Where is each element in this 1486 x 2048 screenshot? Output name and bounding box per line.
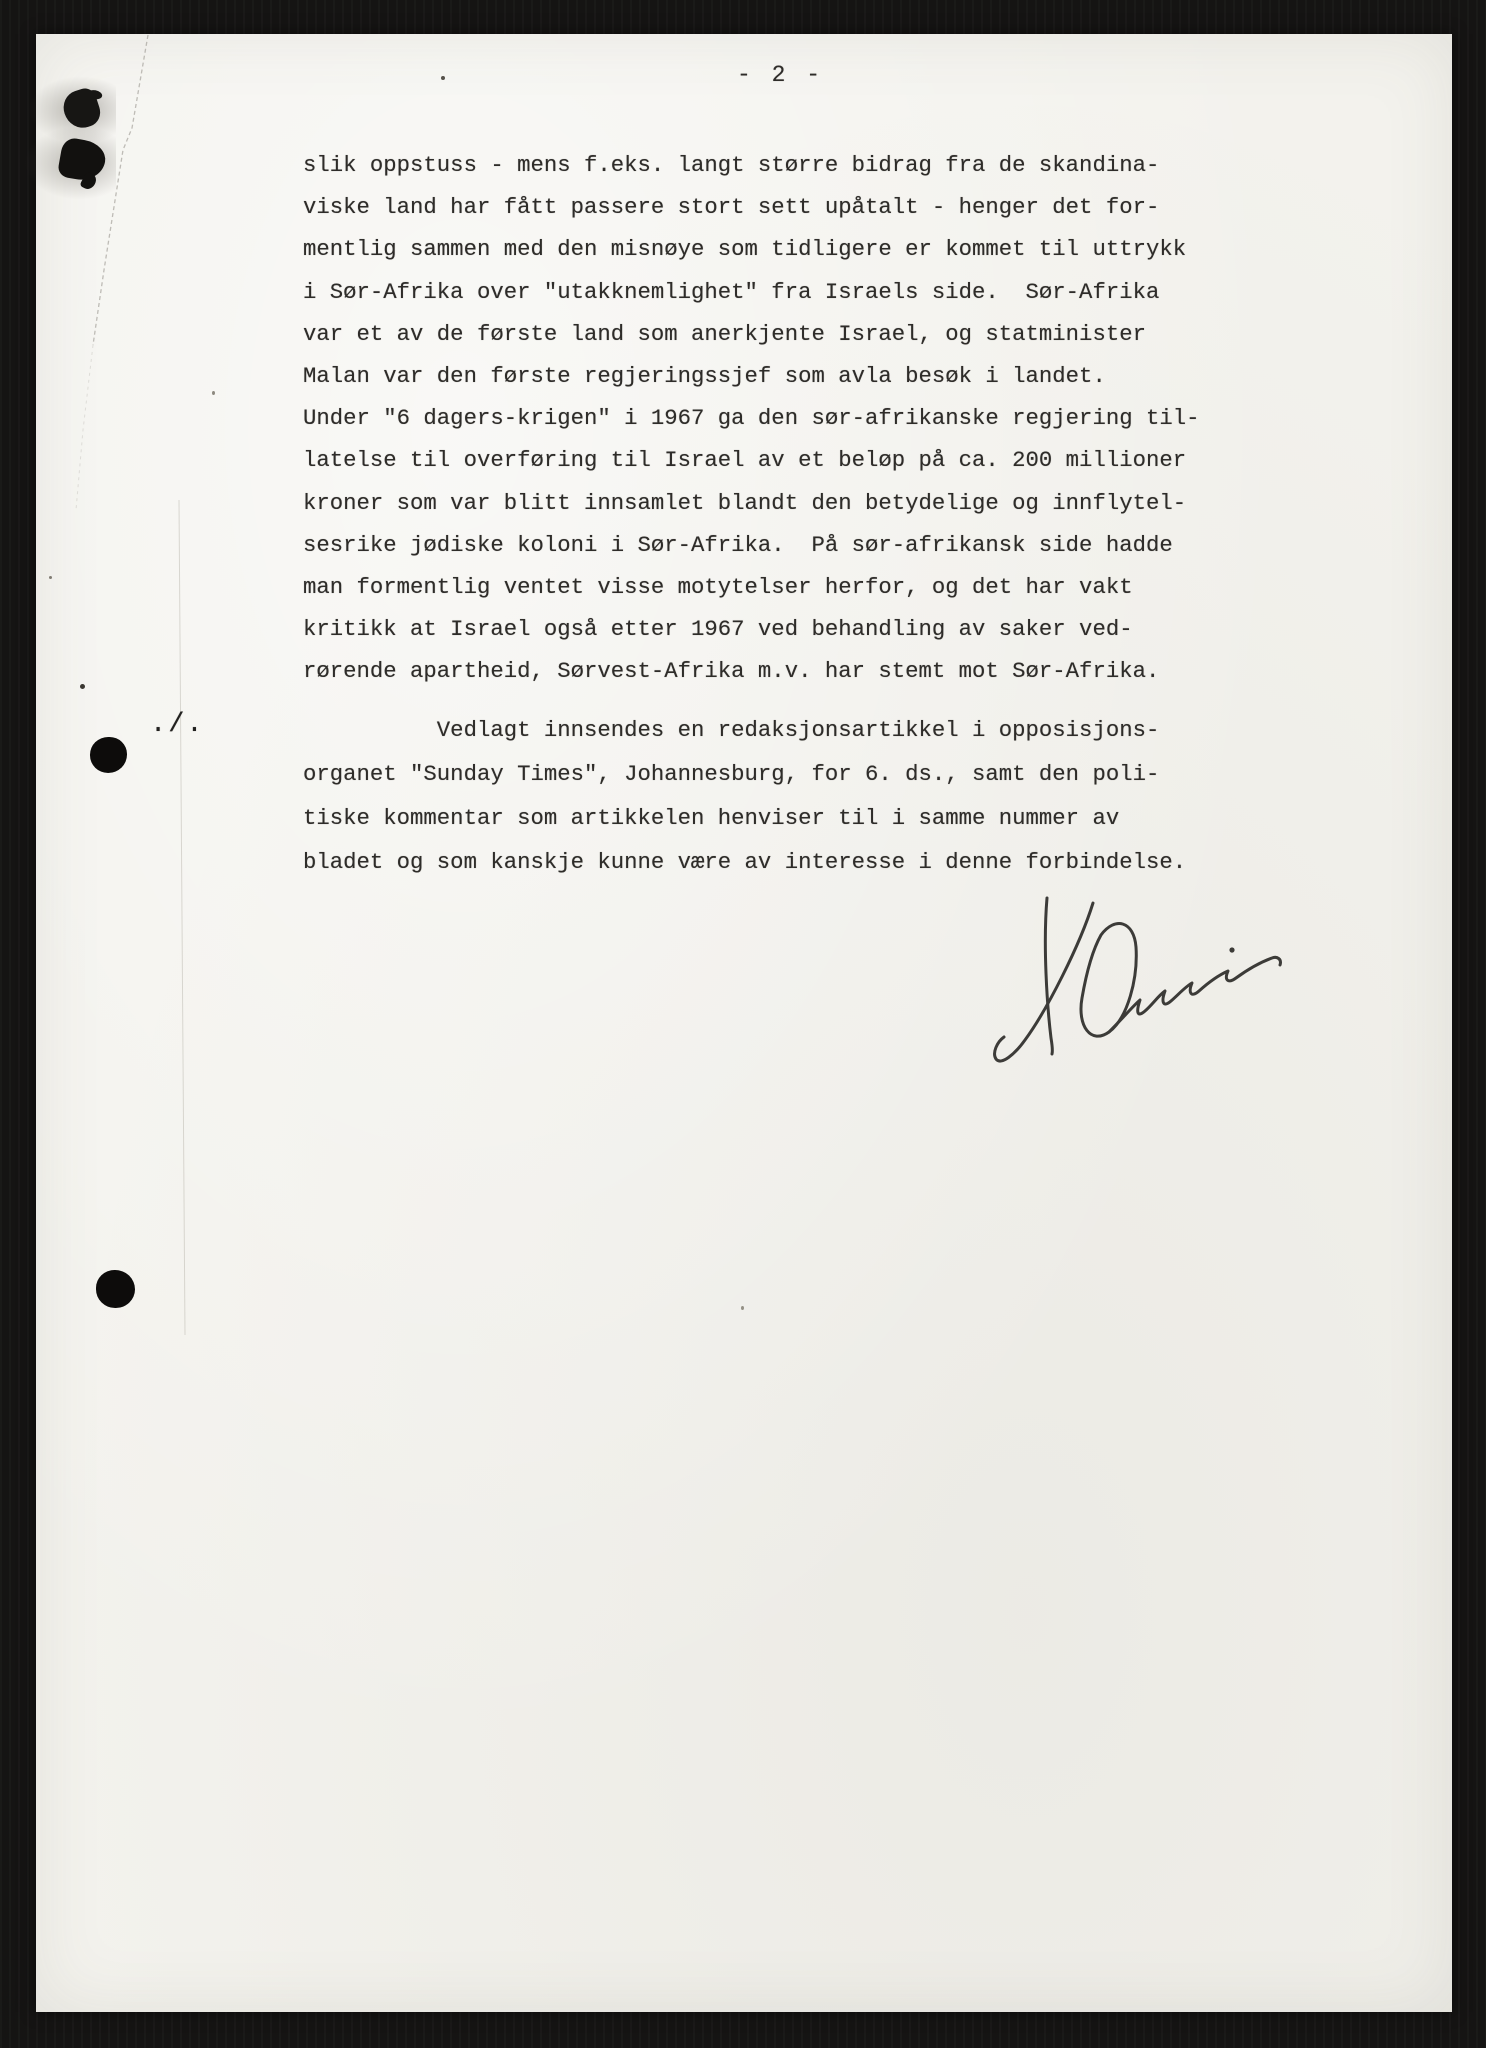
paragraph-1 [303,144,1199,693]
text-line: kroner som var blitt innsamlet blandt den betydelige og innflytel- [303,489,1187,516]
text-line: sesrike jødiske koloni i Sør-Afrika. På sør-afrikansk side hadde [303,531,1173,558]
text-line: kritikk at Israel også etter 1967 ved behandling av saker ved- [303,616,1133,643]
dust-speck [80,684,85,689]
text-line: Vedlagt innsendes en redaksjonsartikkel i opposisjons- [303,717,1160,743]
text-line: rørende apartheid, Sørvest-Afrika m.v. har stemt mot Sør-Afrika. [303,658,1160,685]
paragraph-2 [303,708,1186,884]
text-line: mentlig sammen med den misnøye som tidligere er kommet til uttrykk [303,236,1187,263]
dust-speck [49,576,52,579]
page-number: - 2 - [737,62,824,88]
text-line: latelse til overføring til Israel av et beløp på ca. 200 millioner [303,447,1187,474]
text-line: tiske kommentar som artikkelen henviser til i samme nummer av [303,805,1120,831]
dust-speck [212,391,215,395]
dust-speck [441,76,445,80]
dust-speck [741,1306,744,1310]
hole-punch-mark [96,1270,135,1308]
text-line: viske land har fått passere stort sett upåtalt - henger det for- [303,194,1160,221]
text-line: slik oppstuss - mens f.eks. langt større bidrag fra de skandina- [303,152,1160,178]
text-line: i Sør-Afrika over "utakknemlighet" fra Israels side. Sør-Afrika [303,278,1160,305]
text-line: var et av de første land som anerkjente Israel, og statminister [303,320,1146,347]
text-line: Malan var den første regjeringssjef som avla besøk i landet. [303,363,1106,390]
text-line: man formentlig ventet visse motytelser herfor, og det har vakt [303,574,1133,601]
text-line: Under "6 dagers-krigen" i 1967 ga den sør-afrikanske regjering til- [303,405,1200,432]
text-line: organet "Sunday Times", Johannesburg, for 6. ds., samt den poli- [303,761,1160,787]
text-line: bladet og som kanskje kunne være av interesse i denne forbindelse. [303,849,1187,875]
enclosure-mark: ./. [150,710,205,740]
hole-punch-mark [90,737,127,773]
